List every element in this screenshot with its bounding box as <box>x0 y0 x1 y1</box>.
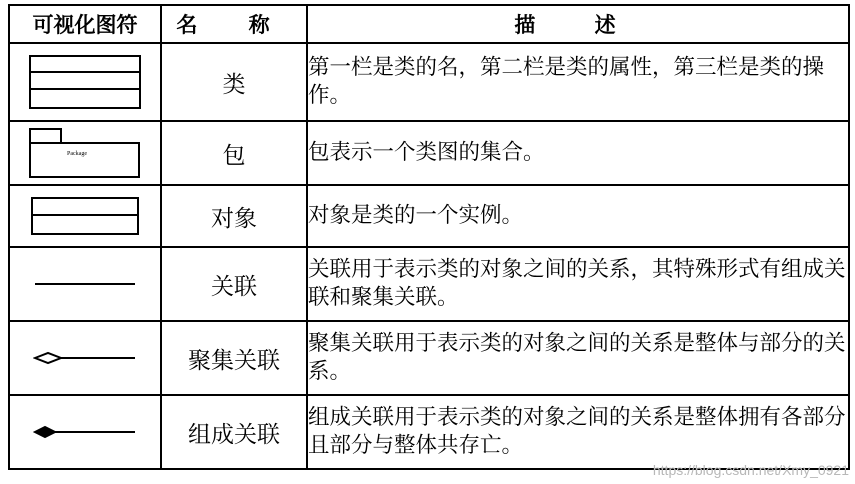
table-row <box>9 121 849 185</box>
symbol-cell <box>9 247 161 321</box>
row-description: 关联用于表示类的对象之间的关系，其特殊形式有组成关联和聚集关联。 <box>307 247 849 321</box>
row-description: 第一栏是类的名，第二栏是类的属性，第三栏是类的操作。 <box>307 43 849 121</box>
header-symbol: 可视化图符 <box>9 5 161 43</box>
table-row <box>9 321 849 395</box>
class-icon <box>29 55 141 109</box>
row-name: 对象 <box>161 185 307 247</box>
package-icon-label: Package <box>67 151 87 157</box>
row-description: 聚集关联用于表示类的对象之间的关系是整体与部分的关系。 <box>307 321 849 395</box>
symbol-cell <box>9 321 161 395</box>
symbol-cell <box>9 121 161 185</box>
row-name: 关联 <box>161 247 307 321</box>
uml-notation-table <box>8 4 850 470</box>
header-description: 描 述 <box>307 5 849 43</box>
row-name: 包 <box>161 121 307 185</box>
object-icon <box>31 197 139 235</box>
aggregation-hollow-diamond-icon <box>33 351 137 365</box>
composition-filled-diamond-icon <box>33 425 137 439</box>
row-name: 组成关联 <box>161 395 307 469</box>
row-name: 聚集关联 <box>161 321 307 395</box>
table-row <box>9 43 849 121</box>
table-row <box>9 247 849 321</box>
header-name: 名 称 <box>161 5 307 43</box>
symbol-cell <box>9 43 161 121</box>
association-line-icon <box>33 279 137 289</box>
table-header-row <box>9 5 849 43</box>
table-row <box>9 185 849 247</box>
package-icon <box>29 128 141 178</box>
row-description: 组成关联用于表示类的对象之间的关系是整体拥有各部分且部分与整体共存亡。 <box>307 395 849 469</box>
row-name: 类 <box>161 43 307 121</box>
symbol-cell <box>9 395 161 469</box>
table-row <box>9 395 849 469</box>
row-description: 包表示一个类图的集合。 <box>307 121 849 185</box>
watermark: https://blog.csdn.net/Xmy_0921 <box>652 462 849 478</box>
symbol-cell <box>9 185 161 247</box>
row-description: 对象是类的一个实例。 <box>307 185 849 247</box>
